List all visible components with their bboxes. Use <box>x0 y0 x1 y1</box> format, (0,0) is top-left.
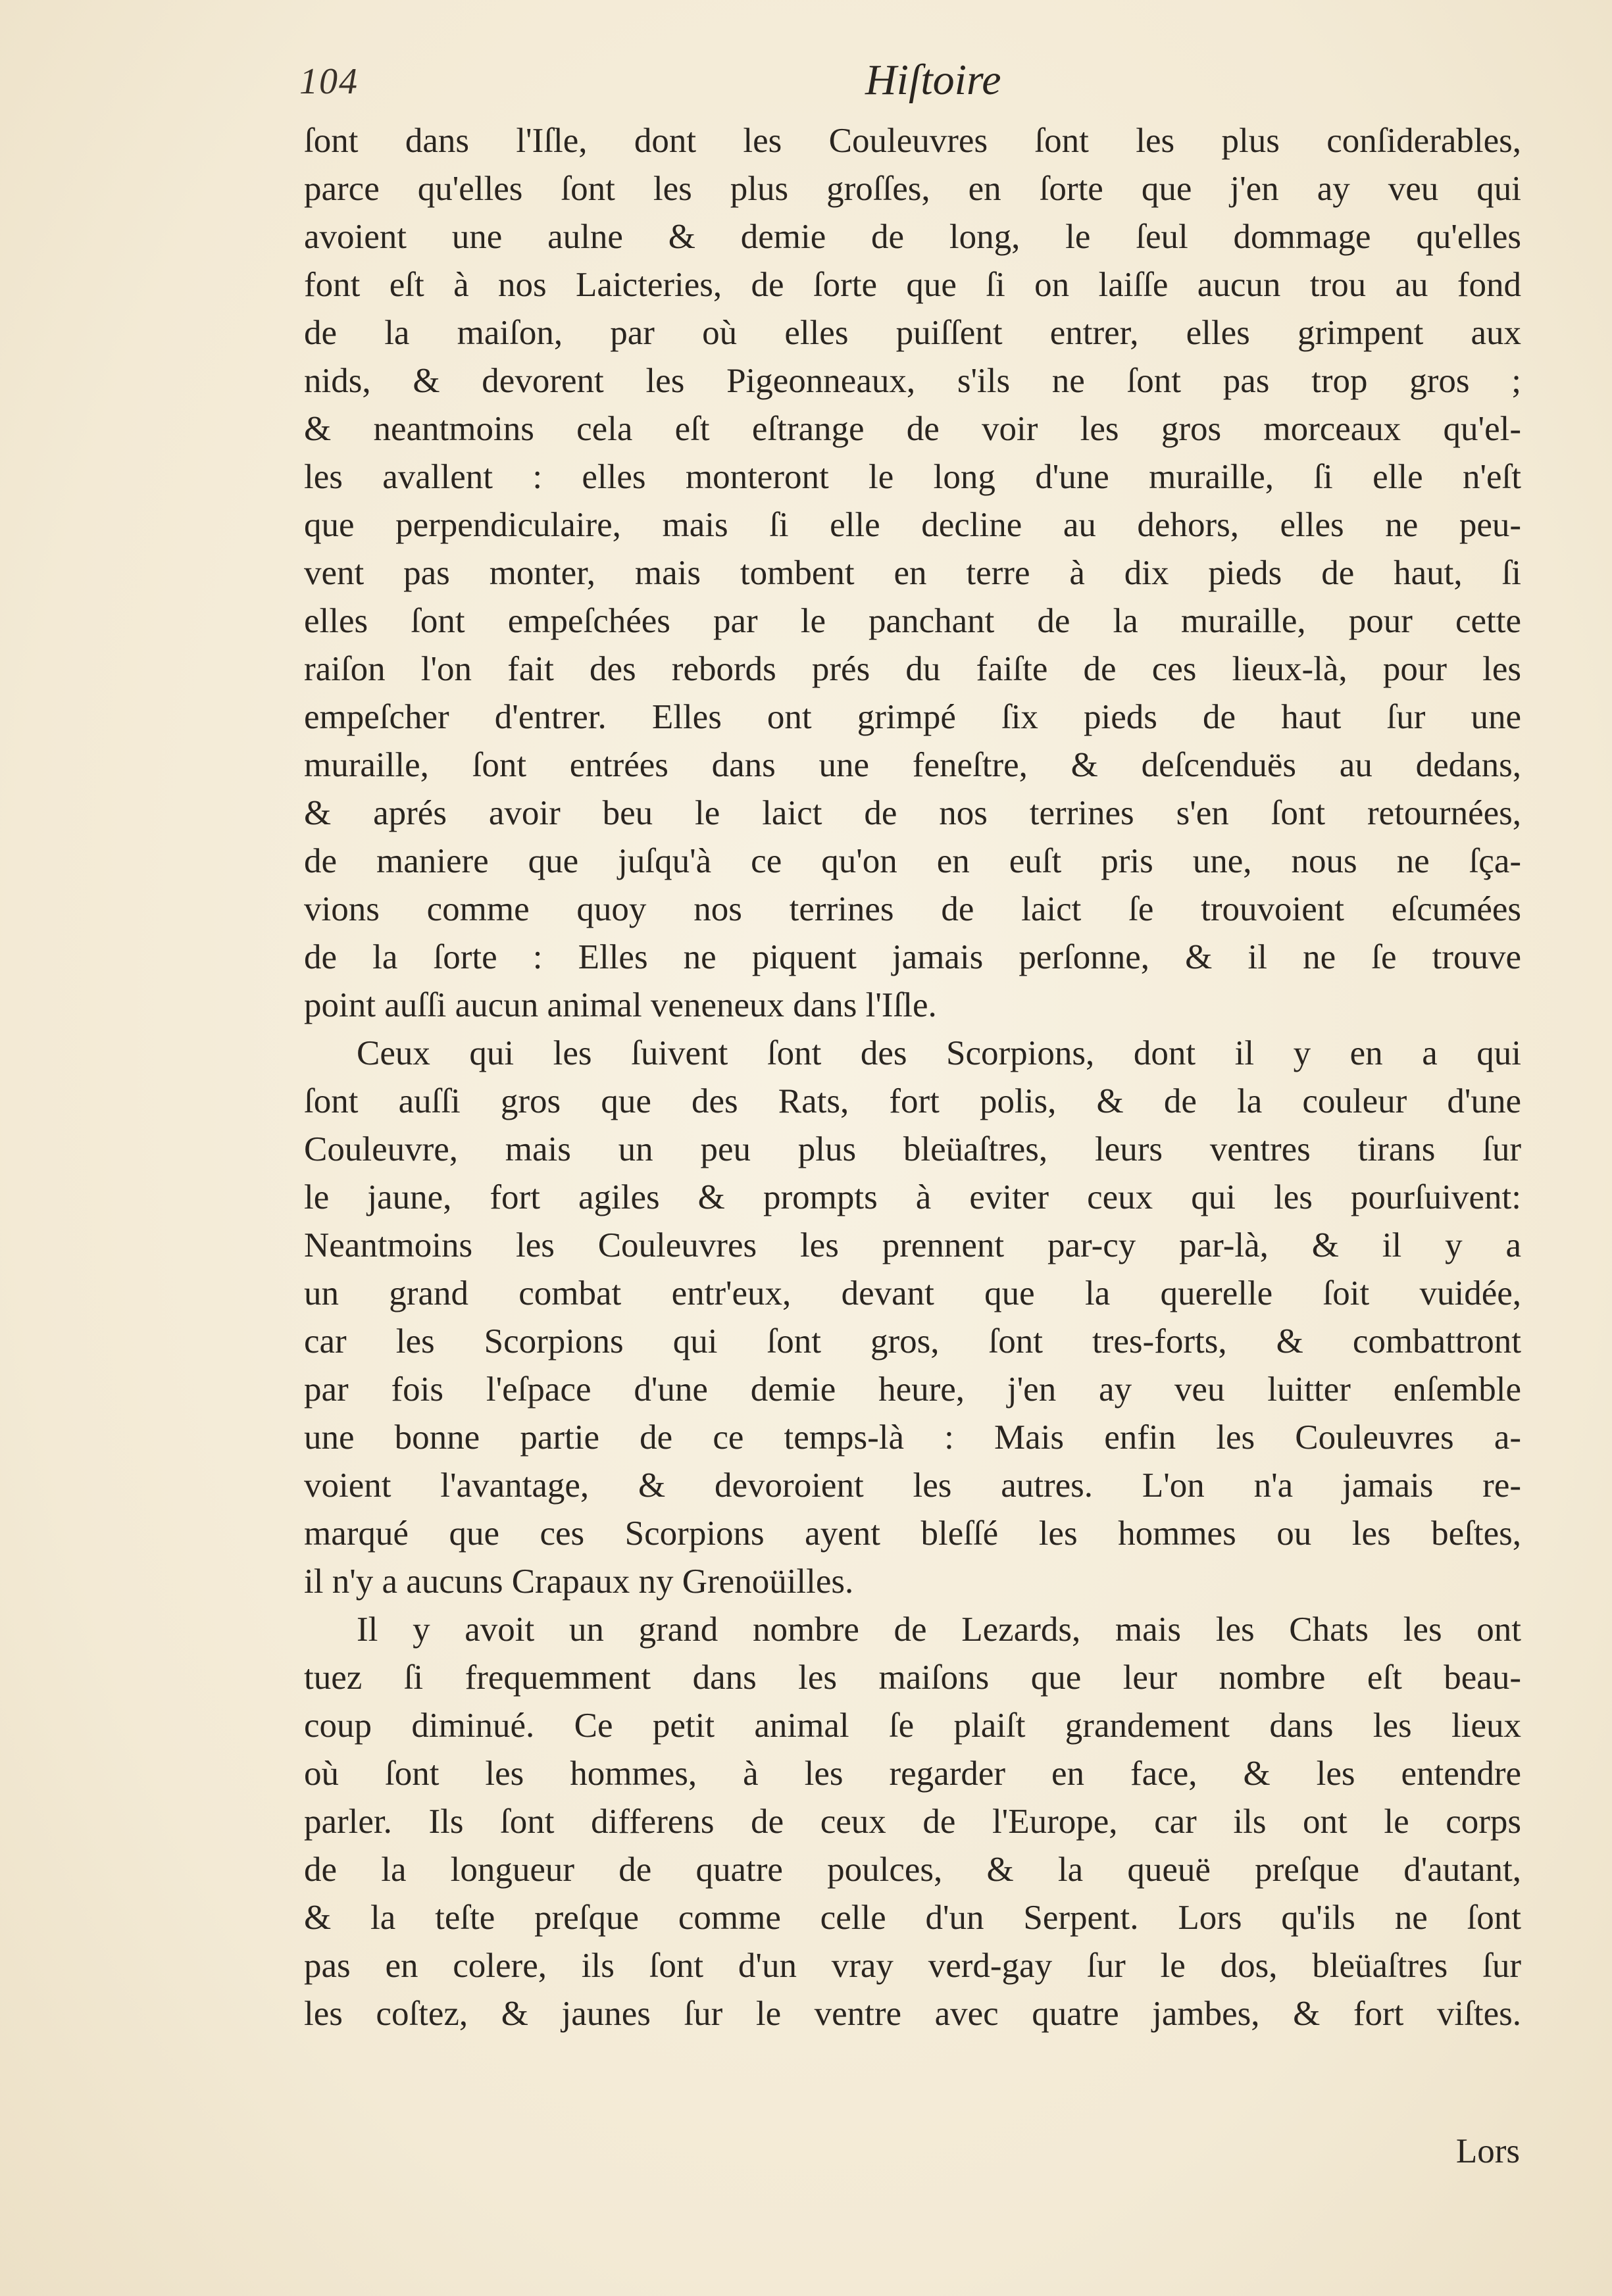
text-line: ſont dans l'Iſle, dont les Couleuvres ſont les plus conſiderables, <box>304 122 1521 160</box>
paragraph-end-line: il n'y a aucuns Crapaux ny Grenoüilles. <box>304 1562 854 1601</box>
text-line: nids, & devorent les Pigeonneaux, s'ils ne ſont pas trop gros ; <box>304 362 1521 400</box>
text-line: que perpendiculaire, mais ſi elle decline au dehors, elles ne peu- <box>304 506 1521 544</box>
text-line: muraille, ſont entrées dans une feneſtre, & deſcenduës au dedans, <box>304 746 1521 784</box>
text-line: par fois l'eſpace d'une demie heure, j'en ay veu luitter enſemble <box>304 1370 1521 1409</box>
paragraph-end-line: point auſſi aucun animal veneneux dans l'Iſle. <box>304 986 937 1024</box>
text-line: vions comme quoy nos terrines de laict ſe trouvoient eſcumées <box>304 890 1521 928</box>
text-line: & la teſte preſque comme celle d'un Serpent. Lors qu'ils ne ſont <box>304 1899 1521 1937</box>
text-line: un grand combat entr'eux, devant que la querelle ſoit vuidée, <box>304 1274 1521 1312</box>
page-header <box>299 56 1523 113</box>
text-line: les avallent : elles monteront le long d'une muraille, ſi elle n'eſt <box>304 458 1521 496</box>
text-line: & aprés avoir beu le laict de nos terrines s'en ſont retournées, <box>304 794 1521 832</box>
text-line: une bonne partie de ce temps-là : Mais enfin les Couleuvres a- <box>304 1418 1521 1457</box>
text-line: voient l'avantage, & devoroient les autres. L'on n'a jamais re- <box>304 1466 1521 1505</box>
body-text <box>304 117 1521 2038</box>
text-line: tuez ſi frequemment dans les maiſons que leur nombre eſt beau- <box>304 1659 1521 1697</box>
text-line: de la ſorte : Elles ne piquent jamais perſonne, & il ne ſe trouve <box>304 938 1521 976</box>
paragraph-start-line: Ceux qui les ſuivent ſont des Scorpions, dont il y en a qui <box>357 1034 1521 1072</box>
text-line: de maniere que juſqu'à ce qu'on en euſt pris une, nous ne ſça- <box>304 842 1521 880</box>
paragraph-start-line: Il y avoit un grand nombre de Lezards, mais les Chats les ont <box>357 1610 1521 1649</box>
catchword: Lors <box>1455 2132 1520 2170</box>
text-line: les coſtez, & jaunes ſur le ventre avec quatre jambes, & fort viſtes. <box>304 1995 1521 2033</box>
text-line: car les Scorpions qui ſont gros, ſont tres-forts, & combattront <box>304 1322 1521 1360</box>
text-line: parler. Ils ſont differens de ceux de l'Europe, car ils ont le corps <box>304 1803 1521 1841</box>
page-number: 104 <box>299 61 359 102</box>
text-line: pas en colere, ils ſont d'un vray verd-gay ſur le dos, bleüaſtres ſur <box>304 1947 1521 1985</box>
text-line: font eſt à nos Laicteries, de ſorte que ſi on laiſſe aucun trou au fond <box>304 266 1521 304</box>
text-line: le jaune, fort agiles & prompts à eviter ceux qui les pourſuivent: <box>304 1178 1521 1216</box>
text-line: raiſon l'on fait des rebords prés du faiſte de ces lieux-là, pour les <box>304 650 1521 688</box>
text-line: marqué que ces Scorpions ayent bleſſé les hommes ou les beſtes, <box>304 1514 1521 1553</box>
text-line: coup diminué. Ce petit animal ſe plaiſt grandement dans les lieux <box>304 1707 1521 1745</box>
text-line: Neantmoins les Couleuvres les prennent par-cy par-là, & il y a <box>304 1226 1521 1264</box>
text-line: ſont auſſi gros que des Rats, fort polis, & de la couleur d'une <box>304 1082 1521 1120</box>
running-head: Hiſtoire <box>865 56 1001 104</box>
text-line: de la longueur de quatre poulces, & la queuë preſque d'autant, <box>304 1851 1521 1889</box>
text-line: vent pas monter, mais tombent en terre à dix pieds de haut, ſi <box>304 554 1521 592</box>
text-line: avoient une aulne & demie de long, le ſeul dommage qu'elles <box>304 218 1521 256</box>
text-line: de la maiſon, par où elles puiſſent entrer, elles grimpent aux <box>304 314 1521 352</box>
text-line: & neantmoins cela eſt eſtrange de voir les gros morceaux qu'el- <box>304 410 1521 448</box>
text-line: Couleuvre, mais un peu plus bleüaſtres, leurs ventres tirans ſur <box>304 1130 1521 1168</box>
text-line: où ſont les hommes, à les regarder en face, & les entendre <box>304 1755 1521 1793</box>
text-line: empeſcher d'entrer. Elles ont grimpé ſix pieds de haut ſur une <box>304 698 1521 736</box>
text-line: elles ſont empeſchées par le panchant de la muraille, pour cette <box>304 602 1521 640</box>
text-line: parce qu'elles ſont les plus groſſes, en ſorte que j'en ay veu qui <box>304 170 1521 208</box>
